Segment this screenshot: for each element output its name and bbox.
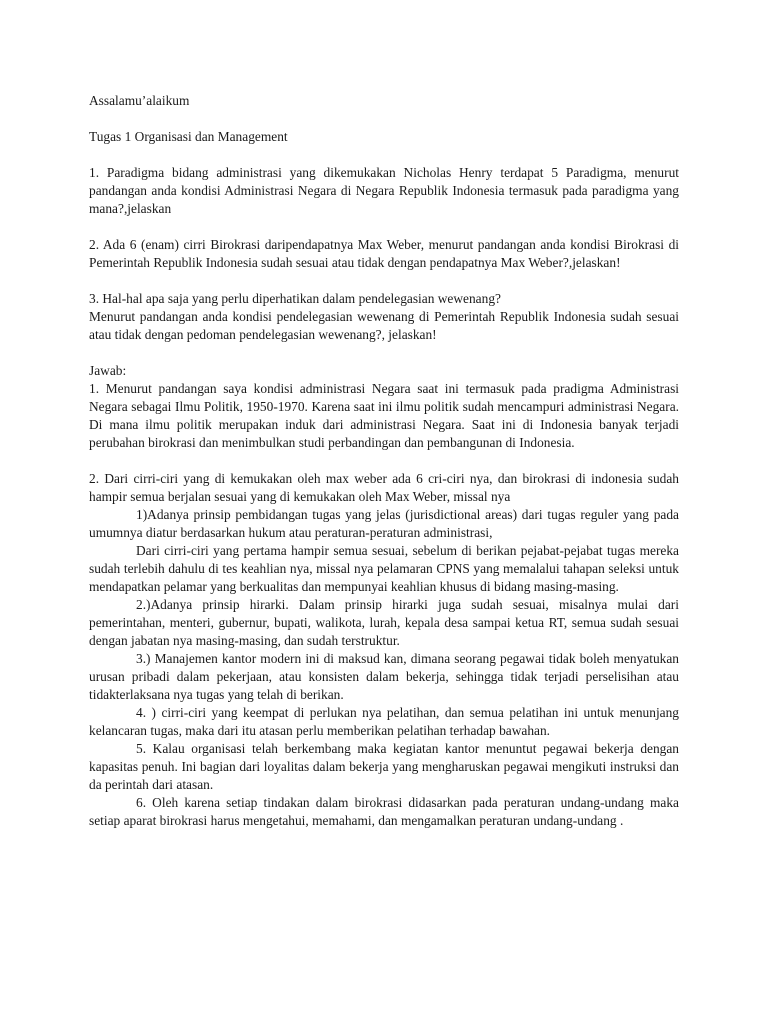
question-2: 2. Ada 6 (enam) cirri Birokrasi daripendapatnya Max Weber, menurut pandangan anda kondisi Birokrasi di Pemerintah Republik Indonesia sudah sesuai atau tidak dengan pendapatnya Max Weber?,jelaskan!: [89, 237, 679, 270]
answer-2-point: 2.)Adanya prinsip hirarki. Dalam prinsip hirarki juga sudah sesuai, misalnya mulai dari pemerintahan, menteri, gubernur, bupati, walikota, lurah, kepala desa sampai ketua RT, semua sudah sesuai dengan jabatan nya masing-masing, dan sudah terstruktur.: [89, 597, 679, 648]
document-page: [89, 92, 679, 830]
question-3: 3. Hal-hal apa saja yang perlu diperhatikan dalam pendelegasian wewenang?: [89, 291, 501, 306]
answer-1: 1. Menurut pandangan saya kondisi administrasi Negara saat ini termasuk pada pradigma Administrasi Negara sebagai Ilmu Politik, 1950-1970. Karena saat ini ilmu politik sudah mencampuri administrasi Negara. Di mana ilmu politik merupakan induk dari administrasi Negara. Saat ini di Indonesia banyak terjadi perubahan birokrasi dan menimbulkan studi perbandingan dan pembangunan di Indonesia.: [89, 381, 679, 450]
answer-2-point: 6. Oleh karena setiap tindakan dalam birokrasi didasarkan pada peraturan undang-undang maka setiap aparat birokrasi harus mengetahui, memahami, dan mengamalkan peraturan undang-undang .: [89, 795, 679, 828]
answer-2-intro: 2. Dari cirri-ciri yang di kemukakan oleh max weber ada 6 cri-ciri nya, dan birokrasi di indonesia sudah hampir semua berjalan sesuai yang di kemukakan oleh Max Weber, missal nya: [89, 471, 679, 504]
question-1: 1. Paradigma bidang administrasi yang dikemukakan Nicholas Henry terdapat 5 Paradigma, menurut pandangan anda kondisi Administrasi Negara di Negara Republik Indonesia termasuk pada paradigma yang mana?,jelaskan: [89, 165, 679, 216]
question-3-detail: Menurut pandangan anda kondisi pendelegasian wewenang di Pemerintah Republik Indonesia sudah sesuai atau tidak dengan pedoman pendelegasian wewenang?, jelaskan!: [89, 309, 679, 342]
answer-2-point: 3.) Manajemen kantor modern ini di maksud kan, dimana seorang pegawai tidak boleh menyatukan urusan pribadi dalam pekerjaan, atau konsisten dalam bekerja, sehingga tidak terjadi perselisihan atau tidakterlaksana nya tugas yang telah di berikan.: [89, 651, 679, 702]
answer-2-point: 4. ) cirri-ciri yang keempat di perlukan nya pelatihan, dan semua pelatihan ini untuk menunjang kelancaran tugas, maka dari itu atasan perlu memberikan pelatihan terhadap bawahan.: [89, 705, 679, 738]
answer-2-point: 5. Kalau organisasi telah berkembang maka kegiatan kantor menuntut pegawai bekerja dengan kapasitas penuh. Ini bagian dari loyalitas dalam bekerja yang mengharuskan pegawai mengikuti instruksi dan da perintah dari atasan.: [89, 741, 679, 792]
answer-2-point: 1)Adanya prinsip pembidangan tugas yang jelas (jurisdictional areas) dari tugas reguler yang pada umumnya diatur berdasarkan hukum atau peraturan-peraturan administrasi,: [89, 507, 679, 540]
document-title: Tugas 1 Organisasi dan Management: [89, 129, 288, 144]
answer-label: Jawab:: [89, 363, 127, 378]
answer-2-point: Dari cirri-ciri yang pertama hampir semua sesuai, sebelum di berikan pejabat-pejabat tugas mereka sudah terlebih dahulu di tes keahlian nya, missal nya pelamaran CPNS yang memalalui tahapan seleksi untuk mendapatkan pelamar yang berkualitas dan mempunyai keahlian khusus di bidang masing-masing.: [89, 543, 679, 594]
greeting: Assalamu’alaikum: [89, 93, 190, 108]
